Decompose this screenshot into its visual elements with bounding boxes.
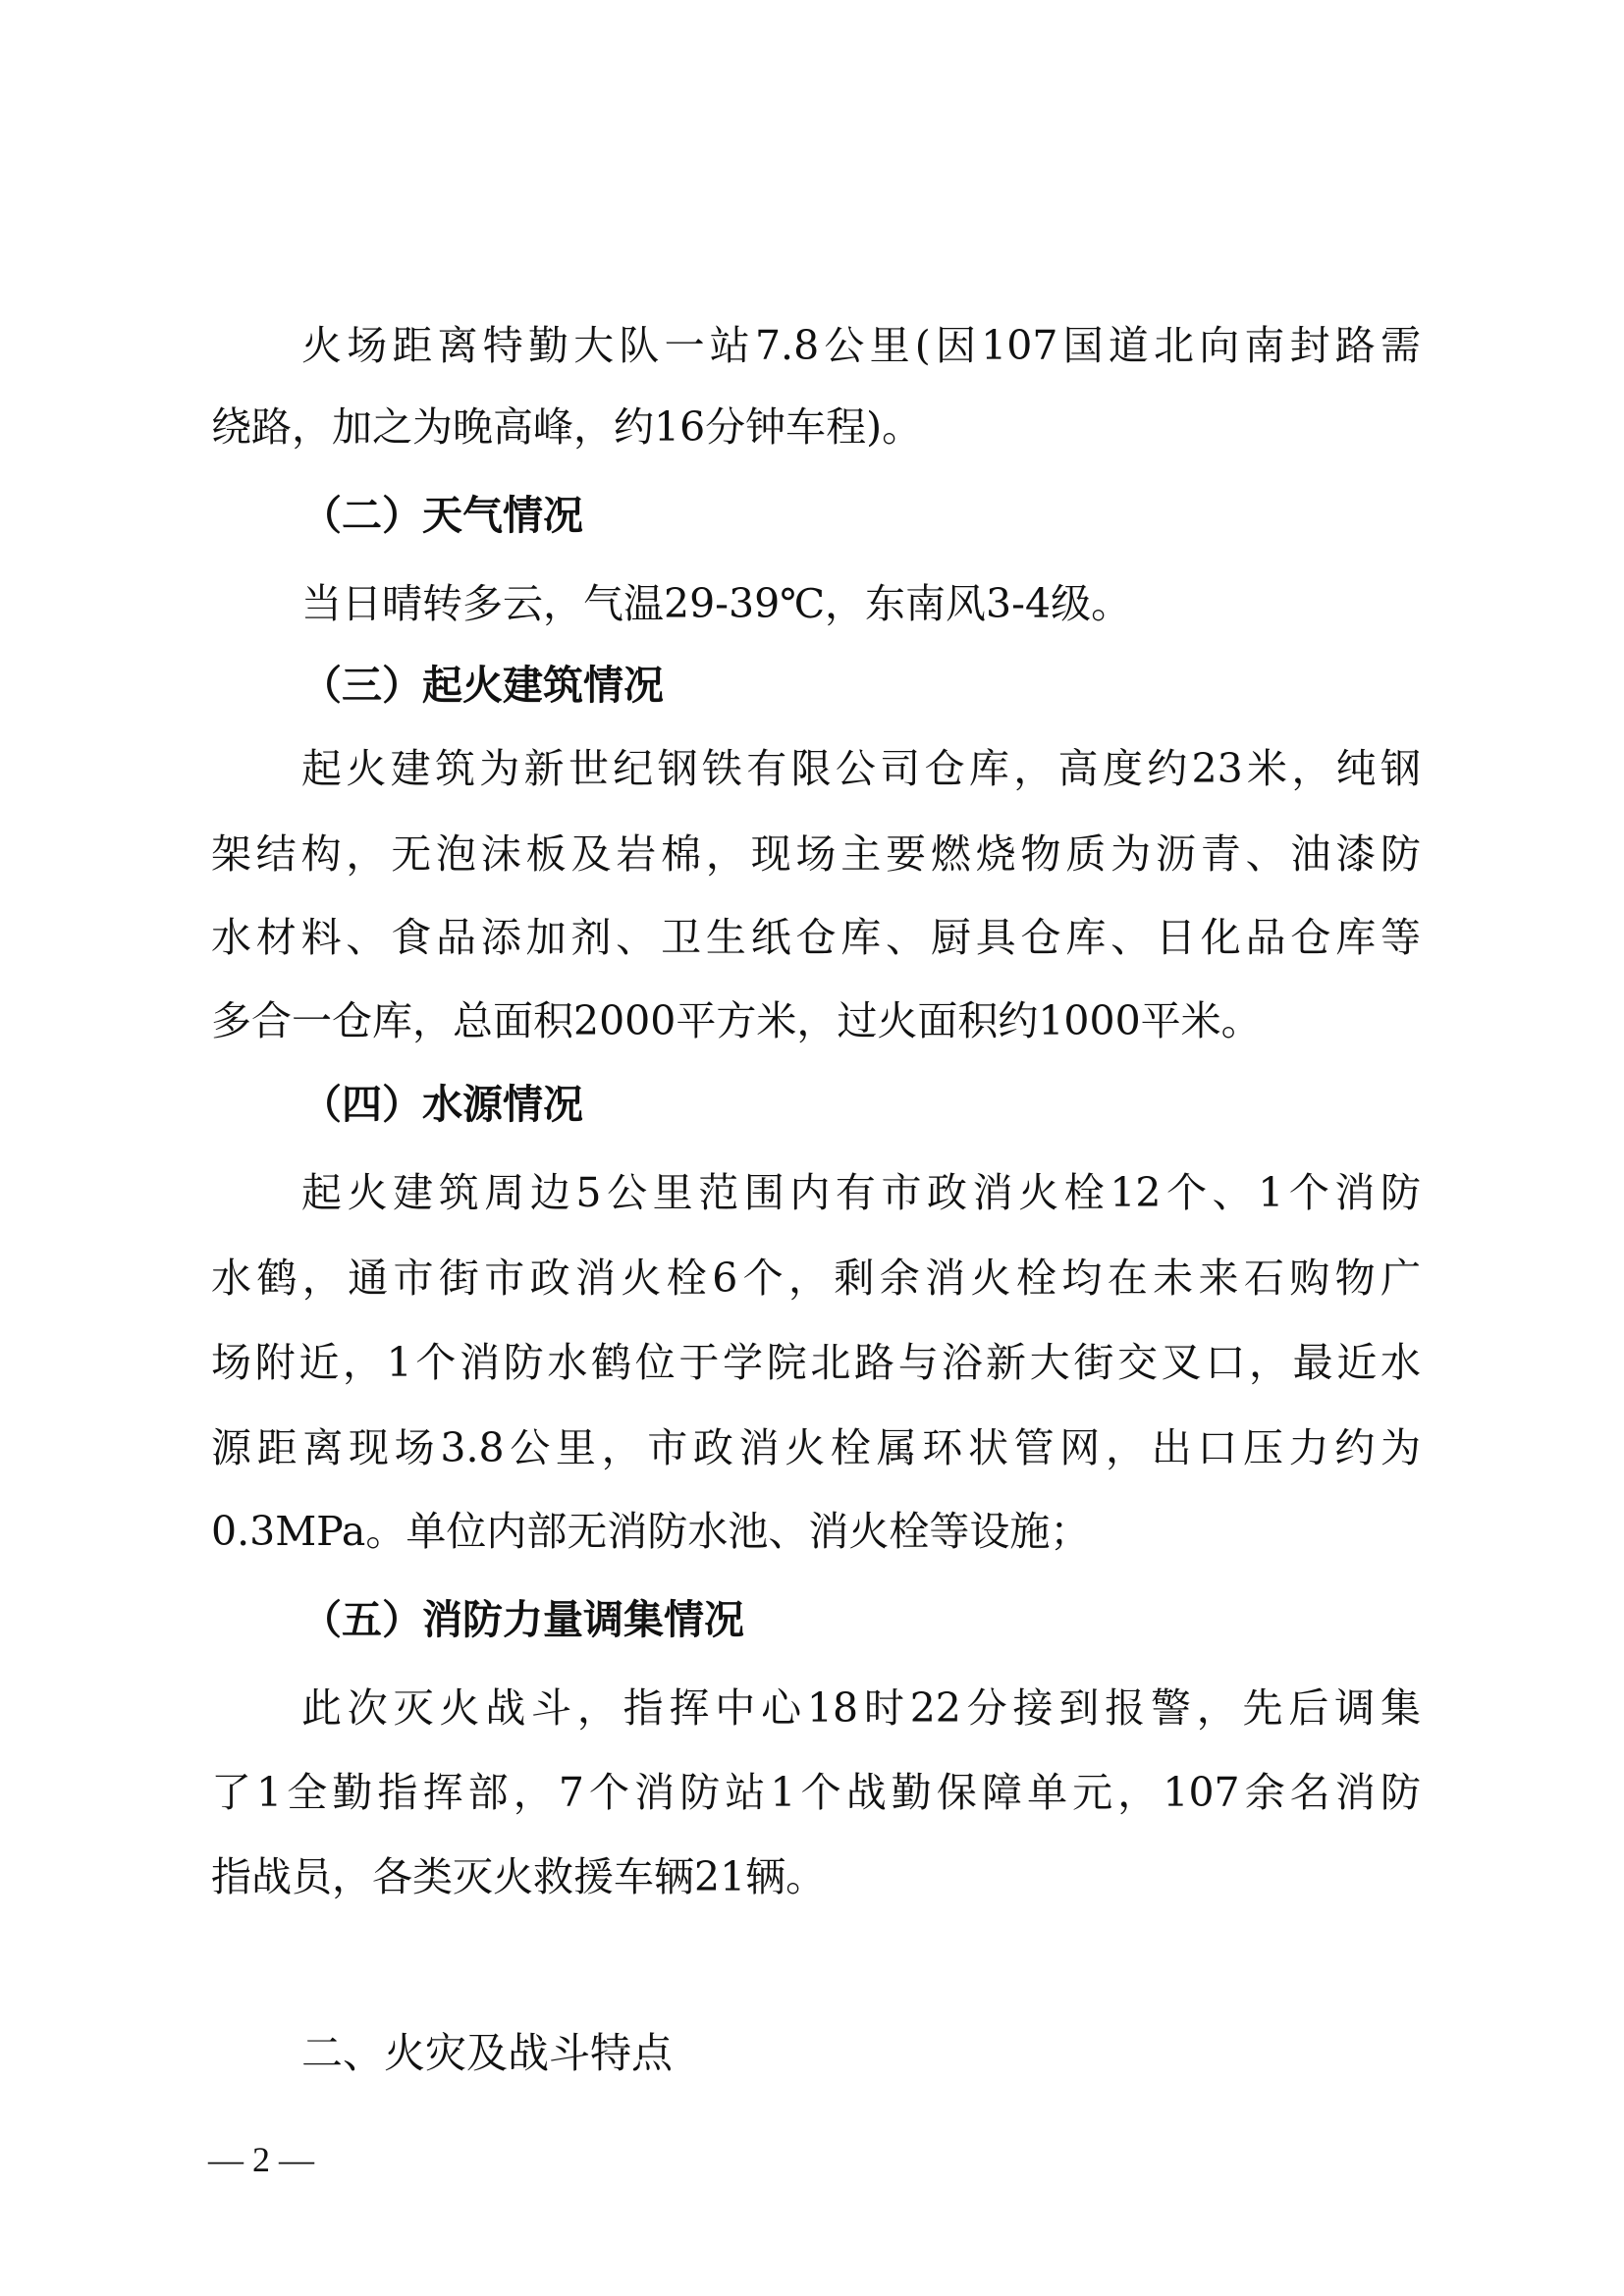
paragraph-line: 架结构，无泡沫板及岩棉，现场主要燃烧物质为沥青、油漆防 bbox=[211, 830, 1421, 878]
paragraph-line: 场附近，1个消防水鹤位于学院北路与浴新大街交叉口，最近水 bbox=[211, 1339, 1421, 1386]
paragraph-line: 起火建筑周边5公里范围内有市政消火栓12个、1个消防 bbox=[301, 1169, 1421, 1216]
paragraph-line: 指战员，各类灭火救援车辆21辆。 bbox=[211, 1853, 827, 1900]
paragraph-line: 水材料、食品添加剂、卫生纸仓库、厨具仓库、日化品仓库等 bbox=[211, 914, 1421, 961]
paragraph-line: 水鹤，通市街市政消火栓6个，剩余消火栓均在未来石购物广 bbox=[211, 1255, 1421, 1302]
paragraph-line: 火场距离特勤大队一站7.8公里(因107国道北向南封路需 bbox=[301, 322, 1421, 369]
paragraph-line: 当日晴转多云，气温29-39℃，东南风3-4级。 bbox=[301, 580, 1132, 627]
paragraph-line: 起火建筑为新世纪钢铁有限公司仓库，高度约23米，纯钢 bbox=[301, 745, 1421, 792]
subsection-heading: （三）起火建筑情况 bbox=[301, 662, 664, 709]
section-heading: 二、火灾及战斗特点 bbox=[301, 2029, 674, 2077]
subsection-heading: （二）天气情况 bbox=[301, 492, 583, 539]
paragraph-line: 绕路，加之为晚高峰，约16分钟车程)。 bbox=[211, 403, 923, 451]
paragraph-line: 0.3MPa。单位内部无消防水池、消火栓等设施； bbox=[211, 1508, 1091, 1555]
subsection-heading: （五）消防力量调集情况 bbox=[301, 1596, 744, 1643]
page-number: — 2 — bbox=[208, 2140, 314, 2179]
paragraph-line: 了1全勤指挥部，7个消防站1个战勤保障单元，107余名消防 bbox=[211, 1769, 1421, 1816]
paragraph-line: 多合一仓库，总面积2000平方米，过火面积约1000平米。 bbox=[211, 997, 1262, 1044]
paragraph-line: 源距离现场3.8公里，市政消火栓属环状管网，出口压力约为 bbox=[211, 1424, 1421, 1471]
paragraph-line: 此次灭火战斗，指挥中心18时22分接到报警，先后调集 bbox=[301, 1684, 1421, 1732]
subsection-heading: （四）水源情况 bbox=[301, 1081, 583, 1128]
